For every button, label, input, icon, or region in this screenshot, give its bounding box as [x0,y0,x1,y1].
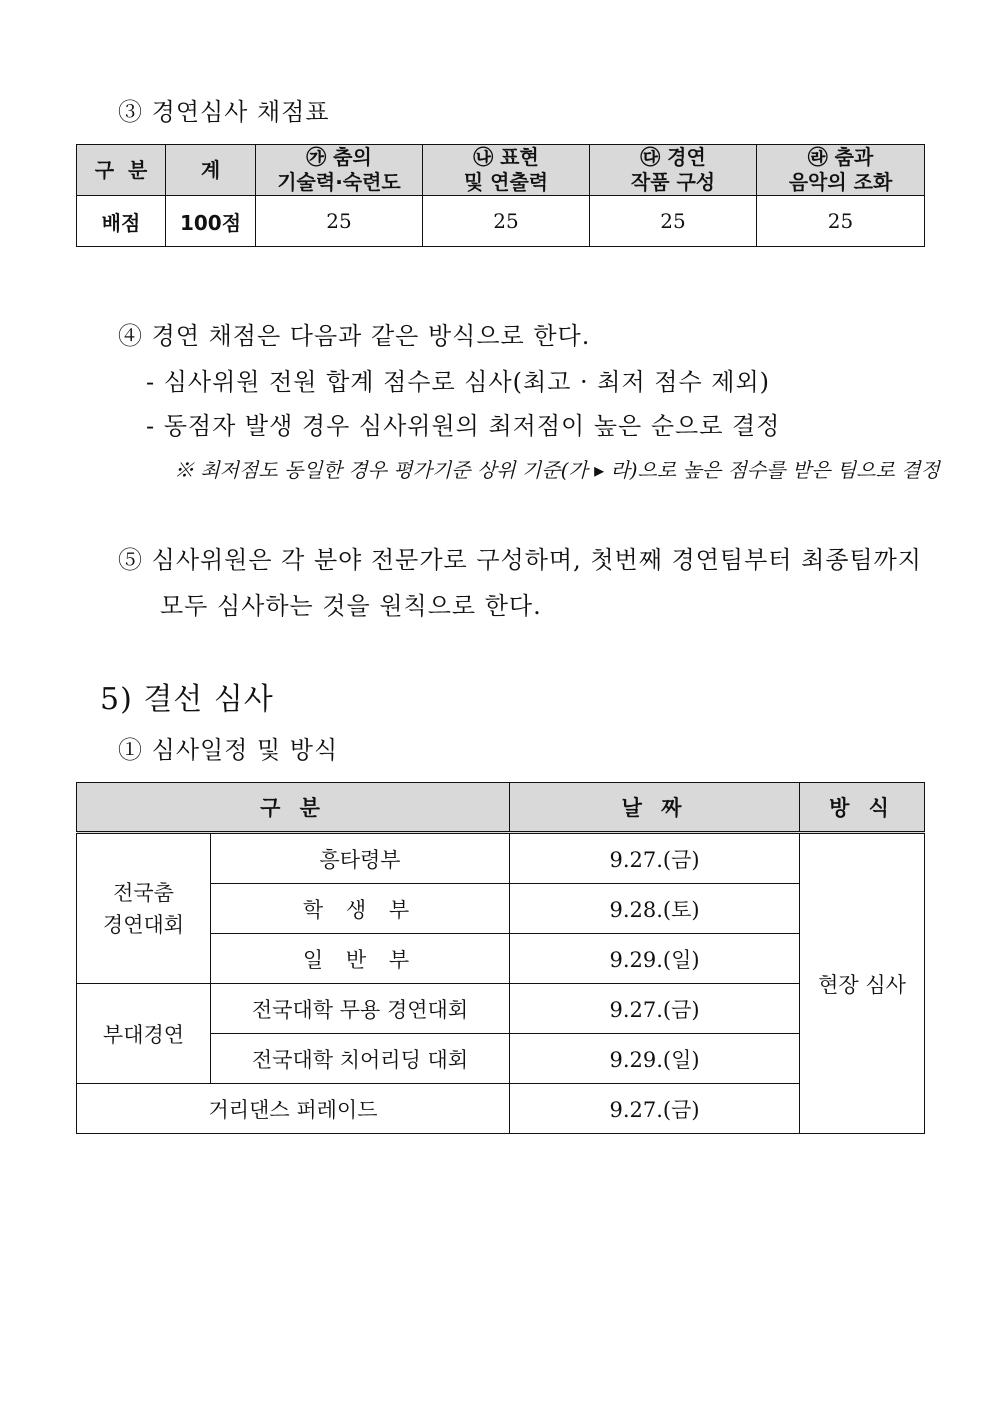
score-d: 25 [757,196,925,247]
row-date: 9.29.(일) [510,934,800,984]
criterion-b-line1: ㉯ 표현 [473,145,539,169]
header-criterion-c [590,145,757,196]
section4-heading: ④ 경연 채점은 다음과 같은 방식으로 한다. [118,322,591,350]
section4-bullet-2: - 동점자 발생 경우 심사위원의 최저점이 높은 순으로 결정 [146,412,781,440]
header-date: 날 짜 [510,783,800,833]
row-name: 전국대학 무용 경연대회 [211,984,510,1034]
schedule-table [76,782,925,1134]
header-criterion-a [256,145,423,196]
criterion-b-line2: 및 연출력 [463,170,549,194]
group-side-events: 부대경연 [77,984,211,1084]
row-label: 배점 [77,196,166,247]
criterion-a-line1: ㉮ 춤의 [306,145,372,169]
section5-line1: ⑤ 심사위원은 각 분야 전문가로 구성하며, 첫번째 경연팀부터 최종팀까지 [118,546,922,574]
criterion-d-line1: ㉱ 춤과 [807,145,874,169]
header-category: 구 분 [77,783,510,833]
score-b: 25 [423,196,590,247]
header-criterion-d [757,145,925,196]
row-date: 9.27.(금) [510,833,800,884]
header-criterion-b [423,145,590,196]
score-a: 25 [256,196,423,247]
row-date: 9.28.(토) [510,884,800,934]
final-subheading: ① 심사일정 및 방식 [118,736,339,764]
header-total: 계 [166,145,256,196]
criterion-a-line2: 기술력·숙련도 [277,170,401,194]
criterion-d-line2: 음악의 조화 [788,170,893,194]
row-name: 흥타령부 [211,833,510,884]
group-national-line2: 경연대회 [102,912,185,937]
row-date: 9.29.(일) [510,1034,800,1084]
scoring-header-row [77,145,925,196]
row-name: 전국대학 치어리딩 대회 [211,1034,510,1084]
group-national-line1: 전국춤 [113,880,174,905]
row-date: 9.27.(금) [510,1084,800,1134]
row-total: 100점 [166,196,256,247]
table-row [77,833,925,884]
row-name: 일 반 부 [211,934,510,984]
row-name: 거리댄스 퍼레이드 [77,1084,510,1134]
table-row [77,1084,925,1134]
criterion-c-line1: ㉰ 경연 [640,145,706,169]
scoring-row [77,196,925,247]
section4-bullet-1: - 심사위원 전원 합계 점수로 심사(최고 · 최저 점수 제외) [146,368,770,396]
header-category: 구 분 [77,145,166,196]
row-date: 9.27.(금) [510,984,800,1034]
group-national-dance [77,833,211,984]
table-row [77,984,925,1034]
section4-note: ※ 최저점도 동일한 경우 평가기준 상위 기준(가 ▸ 라)으로 높은 점수를 받은 팀으로 결정 [174,458,940,482]
final-title: 5) 결선 심사 [100,682,274,717]
section3-heading: ③ 경연심사 채점표 [118,98,330,126]
header-method: 방 식 [800,783,925,833]
score-c: 25 [590,196,757,247]
criterion-c-line2: 작품 구성 [630,170,716,194]
row-name: 학 생 부 [211,884,510,934]
scoring-table [76,144,925,247]
method-cell: 현장 심사 [800,833,925,1134]
schedule-header-row [77,783,925,833]
section5-line2: 모두 심사하는 것을 원칙으로 한다. [160,592,542,620]
